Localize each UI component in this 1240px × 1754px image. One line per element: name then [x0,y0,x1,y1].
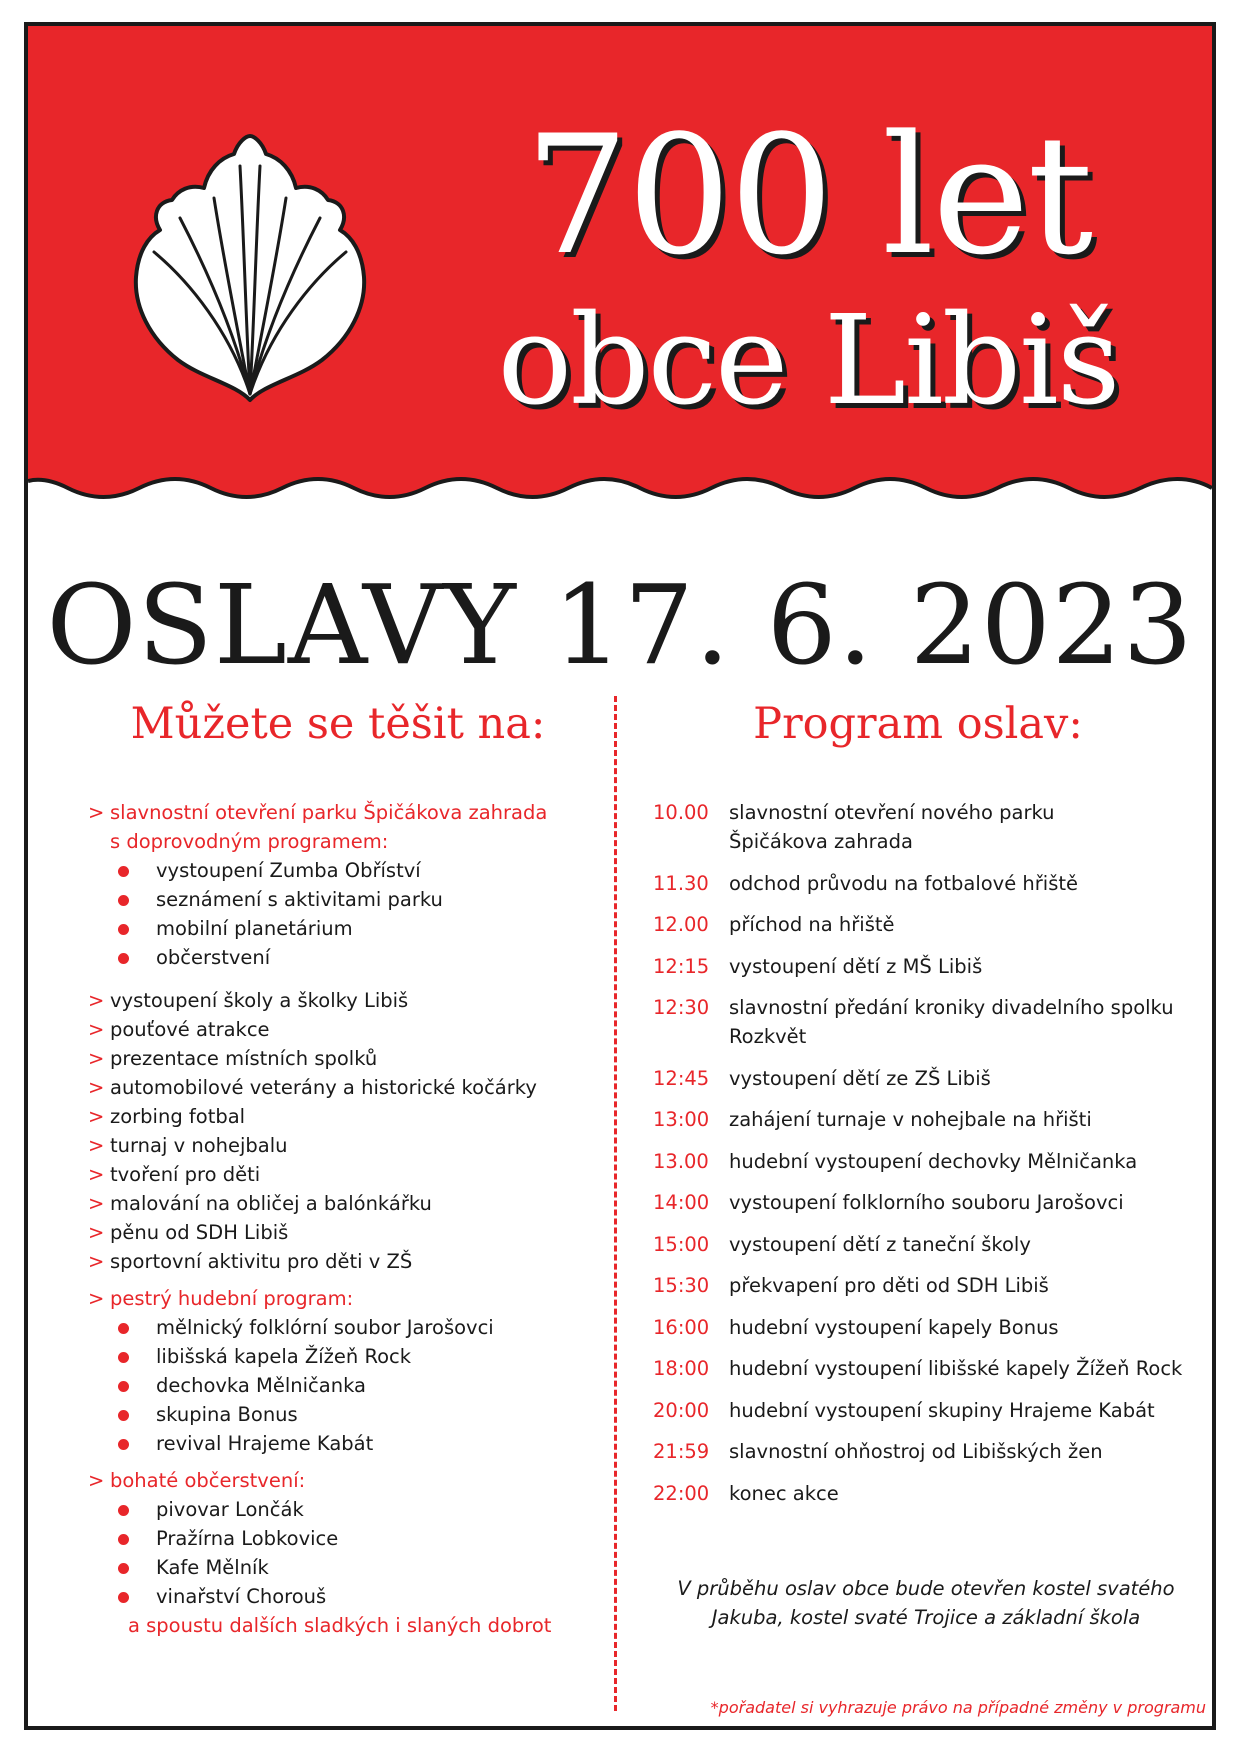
sub-item [88,1342,608,1371]
schedule-desc: konec akce [729,1481,839,1505]
schedule-time: 13.00 [653,1149,709,1173]
header-banner [28,26,1212,556]
attractions-heading: Můžete se těšit na: [130,699,546,749]
list-item [88,1160,608,1189]
scallop-shell-icon [130,132,370,404]
list-item-text: automobilové veterány a historické kočárky [110,1076,537,1099]
schedule-time: 12:30 [653,996,710,1019]
bullet-icon [118,1534,129,1545]
schedule-desc: slavnostní ohňostroj od Libišských žen [729,1440,1103,1463]
event-date: OSLAVY 17. 6. 2023 [46,561,1194,689]
poster [24,22,1216,1730]
list-item-text: zorbing fotbal [110,1105,246,1128]
list-item-text: vystoupení školy a školky Libiš [110,989,409,1012]
list-item [88,1102,608,1131]
list-item [88,1131,608,1160]
schedule-time: 20:00 [653,1398,710,1422]
list-item [88,986,608,1015]
sub-item-text: seznámení s aktivitami parku [156,888,443,911]
attractions-list [88,798,608,1640]
list-item [88,1247,608,1276]
bullet-icon [118,1563,129,1574]
sub-item-text: vystoupení Zumba Obříství [156,859,421,882]
schedule-desc: zahájení turnaje v nohejbale na hřišti [729,1108,1092,1131]
sub-item [88,1371,608,1400]
list-item-text: slavnostní otevření parku Špičákova zahrada [110,801,548,824]
schedule-desc: slavnostní otevření nového parku Špičákova zahrada [729,801,1055,853]
sub-item-text: revival Hrajeme Kabát [156,1432,374,1455]
schedule-row [653,798,1213,856]
sub-item [88,1400,608,1429]
sub-item-text: dechovka Mělničanka [156,1374,366,1397]
schedule-row [653,1313,1213,1342]
schedule-time: 12:45 [653,1066,710,1090]
bullet-icon [118,1592,129,1603]
schedule-time: 10.00 [653,801,709,824]
arrow-marker: > [88,1287,105,1310]
list-item [88,798,608,827]
sub-item-text: vinařství Chorouš [156,1585,327,1608]
bullet-icon [118,1352,129,1363]
bullet-icon [118,1381,129,1392]
list-item-text: pouťové atrakce [110,1018,270,1041]
schedule-row [653,1271,1213,1300]
schedule-desc: slavnostní předání kroniky divadelního spolku Rozkvět [729,996,1174,1048]
program-schedule [653,798,1213,1520]
sub-item-text: mobilní planetárium [156,917,353,940]
schedule-row [653,1396,1213,1425]
schedule-desc: hudební vystoupení dechovky Mělničanka [729,1149,1138,1173]
arrow-marker: > [88,801,105,824]
sub-item [88,885,608,914]
sub-item-text: skupina Bonus [156,1403,298,1426]
schedule-time: 12.00 [653,913,709,936]
arrow-marker: > [88,1134,105,1157]
list-item [88,1015,608,1044]
sub-item-text: libišská kapela Žížeň Rock [156,1345,412,1368]
organizer-footnote: *pořadatel si vyhrazuje právo na případné změny v programu [710,1698,1206,1717]
sub-item-text: mělnický folklórní soubor Jarošovci [156,1316,494,1339]
bullet-icon [118,953,129,964]
list-item [88,1466,608,1495]
more-food-note: a spoustu dalších sladkých i slaných dobrot [128,1614,552,1637]
list-item [88,1218,608,1247]
bullet-icon [118,1439,129,1450]
arrow-marker: > [88,1076,105,1099]
bullet-icon [118,1505,129,1516]
list-item-text: pestrý hudební program: [110,1287,354,1310]
sub-item [88,1553,608,1582]
sub-item [88,1524,608,1553]
title-line-1: 700 let [524,100,1092,291]
arrow-marker: > [88,1250,105,1273]
bullet-icon [118,924,129,935]
program-heading: Program oslav: [753,699,1083,749]
schedule-row [653,1188,1213,1217]
schedule-desc: vystoupení dětí z taneční školy [729,1232,1031,1256]
list-item-text: bohaté občerstvení: [110,1469,306,1492]
schedule-row [653,993,1213,1051]
schedule-desc: vystoupení folklorního souboru Jarošovci [729,1191,1124,1214]
schedule-row [653,1147,1213,1176]
schedule-row [653,1437,1213,1466]
schedule-time: 18:00 [653,1357,710,1380]
list-item-text: sportovní aktivitu pro děti v ZŠ [110,1250,413,1273]
arrow-marker: > [88,1047,105,1070]
schedule-time: 12:15 [653,954,710,978]
bullet-icon [118,1323,129,1334]
sub-item-text: pivovar Lončák [156,1498,304,1521]
sub-item-text: Pražírna Lobkovice [156,1527,339,1550]
schedule-desc: překvapení pro děti od SDH Libiš [729,1274,1049,1297]
sub-item [88,943,608,972]
list-item [88,1189,608,1218]
schedule-desc: příchod na hřiště [729,913,895,936]
sub-item [88,914,608,943]
schedule-desc: hudební vystoupení kapely Bonus [729,1315,1059,1339]
schedule-time: 14:00 [653,1191,710,1214]
schedule-desc: odchod průvodu na fotbalové hřiště [729,871,1079,895]
list-item-text: malování na obličej a balónkářku [110,1192,432,1215]
sub-item-text: občerstvení [156,946,271,969]
schedule-row [653,910,1213,939]
sub-item [88,1313,608,1342]
bullet-icon [118,1410,129,1421]
church-notice: V průběhu oslav obce bude otevřen kostel svatého Jakuba, kostel svaté Trojice a základní škola [677,1577,1175,1629]
schedule-row [653,1354,1213,1383]
arrow-marker: > [88,1163,105,1186]
schedule-time: 15:00 [653,1232,710,1256]
schedule-row [653,952,1213,981]
list-item-text: pěnu od SDH Libiš [110,1221,289,1244]
schedule-time: 22:00 [653,1481,710,1505]
arrow-marker: > [88,1105,105,1128]
schedule-desc: hudební vystoupení skupiny Hrajeme Kabát [729,1398,1155,1422]
list-item-text: turnaj v nohejbalu [110,1134,288,1157]
schedule-desc: vystoupení dětí ze ZŠ Libiš [729,1066,991,1090]
schedule-row [653,1479,1213,1508]
list-item [88,1284,608,1313]
arrow-marker: > [88,1469,105,1492]
arrow-marker: > [88,1221,105,1244]
schedule-desc: vystoupení dětí z MŠ Libiš [729,954,983,978]
schedule-time: 15:30 [653,1274,710,1297]
list-item-text: prezentace místních spolků [110,1047,378,1070]
schedule-row [653,1230,1213,1259]
arrow-marker: > [88,1018,105,1041]
list-item [88,827,608,856]
schedule-desc: hudební vystoupení libišské kapely Žížeň Rock [729,1357,1183,1380]
list-item [88,1044,608,1073]
bullet-icon [118,866,129,877]
schedule-time: 16:00 [653,1315,710,1339]
sub-item [88,856,608,885]
sub-item [88,1582,608,1611]
column-divider [614,696,617,1711]
sub-item [88,1495,608,1524]
title-line-2: obce Libiš [497,289,1119,433]
arrow-marker: > [88,1192,105,1215]
sub-item [88,1429,608,1458]
schedule-row [653,1105,1213,1134]
arrow-marker: > [88,989,105,1012]
sub-item-text: Kafe Mělník [156,1556,269,1579]
schedule-time: 13:00 [653,1108,710,1131]
schedule-row [653,869,1213,898]
list-item [88,1073,608,1102]
bullet-icon [118,895,129,906]
schedule-time: 21:59 [653,1440,710,1463]
list-item-text: s doprovodným programem: [110,830,389,853]
list-item-text: tvoření pro děti [110,1163,261,1186]
schedule-row [653,1064,1213,1093]
schedule-time: 11.30 [653,871,709,895]
